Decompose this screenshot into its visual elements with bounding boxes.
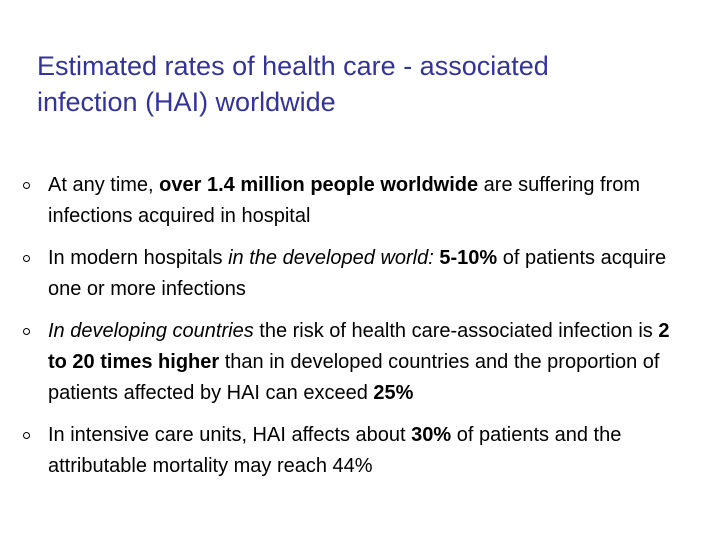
bullet-circle-icon — [23, 328, 30, 335]
bullet-item-intensive-care — [20, 420, 690, 482]
bullet-text: In intensive care units, HAI affects about — [48, 424, 412, 446]
bullet-text: In modern hospitals — [48, 247, 229, 269]
bullet-text: than in developed countries and the proportion of patients affected by HAI can exceed — [48, 351, 660, 404]
bullet-text: At any time, — [48, 174, 160, 196]
bullet-emphasis: 5-10% — [439, 247, 498, 269]
bullet-text: of patients and the attributable mortality may reach 44% — [48, 424, 622, 477]
bullet-emphasis: 2 to 20 times higher — [48, 320, 670, 373]
bullet-text: are suffering from infections acquired in hospital — [48, 174, 641, 227]
bullet-circle-icon — [23, 182, 30, 189]
bullet-italic: In developing countries — [48, 320, 254, 342]
bullet-item-developing-countries — [20, 316, 690, 409]
bullet-italic: in the developed world: — [228, 247, 434, 269]
bullet-list — [20, 170, 690, 493]
bullet-emphasis: 25% — [373, 382, 414, 404]
bullet-circle-icon — [23, 255, 30, 262]
bullet-circle-icon — [23, 432, 30, 439]
bullet-item-current-infections — [20, 170, 690, 232]
slide-title — [37, 48, 697, 120]
bullet-emphasis: over 1.4 million people worldwide — [159, 174, 479, 196]
slide-title-line-2: infection (HAI) worldwide — [37, 87, 336, 117]
bullet-text: the risk of health care-associated infection is — [253, 320, 659, 342]
bullet-text: of patients acquire one or more infections — [48, 247, 667, 300]
slide-title-line-1: Estimated rates of health care - associated — [37, 51, 549, 81]
bullet-emphasis: 30% — [411, 424, 452, 446]
bullet-item-developed-world — [20, 243, 690, 305]
